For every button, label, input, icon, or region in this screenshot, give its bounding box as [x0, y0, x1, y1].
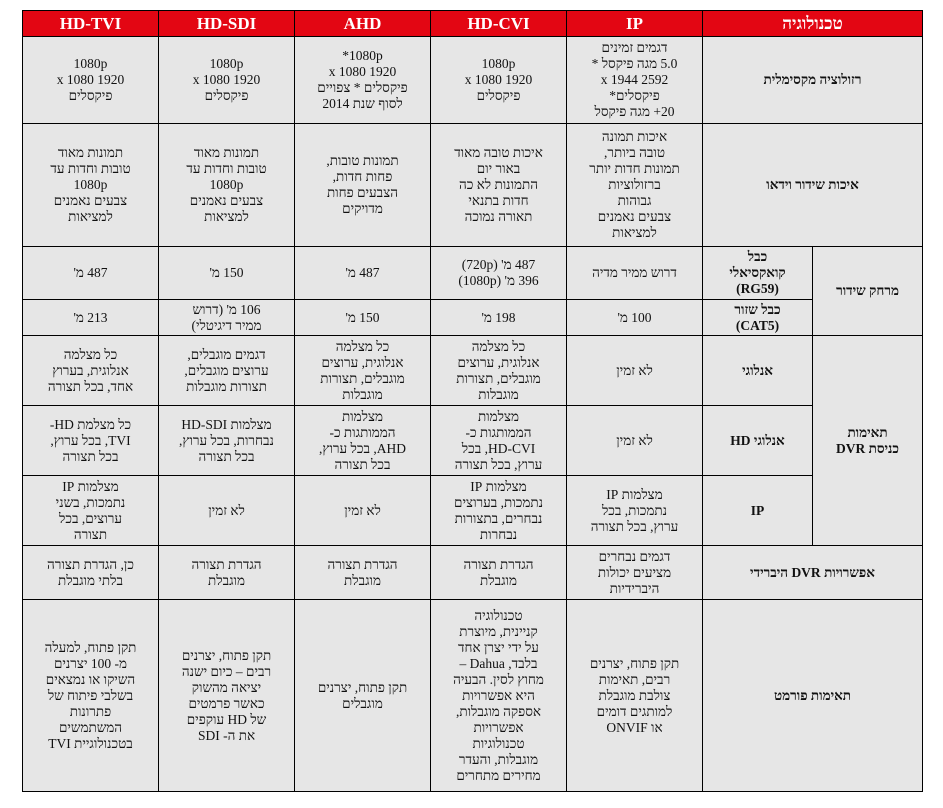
cell-coax-ip: דרוש ממיר מדיה: [567, 247, 703, 300]
cell-quality-hdtvi: תמונות מאוד טובות וחדות עד 1080p צבעים נאמנים למציאות: [23, 124, 159, 247]
cell-hybrid-ip: דגמים נבחרים מציעים יכולות היברידיות: [567, 546, 703, 600]
label-coax: כבל קואקסיאלי (RG59): [703, 247, 813, 300]
header-technology: טכנולוגיה: [703, 11, 923, 37]
label-format: תאימות פורמט: [703, 600, 923, 792]
cell-analog-hdcvi: כל מצלמה אנלוגית, ערוצים מוגבלים, תצורות מוגבלות: [431, 336, 567, 406]
cell-hdanalog-hdcvi: מצלמות הממותגות כ- HD-CVI, בכל ערוץ, בכל תצורה: [431, 406, 567, 476]
cell-ipinput-ahd: לא זמין: [295, 476, 431, 546]
cell-format-hdtvi: תקן פתוח, למעלה מ- 100 יצרנים השיקו או נמצאים בשלבי פיתוח של פתרונות המשתמשים בטכנולוגיית TVI: [23, 600, 159, 792]
cell-hybrid-hdsdi: הגדרת תצורה מוגבלת: [159, 546, 295, 600]
cell-cat5-ahd: 150 מ': [295, 300, 431, 336]
row-hybrid: [23, 546, 923, 600]
cell-quality-ip: איכות תמונה טובה ביותר, תמונות חדות יותר ברזולוציות גבוהות צבעים נאמנים למציאות: [567, 124, 703, 247]
cell-ipinput-ip: מצלמות IP נתמכות, בכל ערוץ, בכל תצורה: [567, 476, 703, 546]
header-row: [23, 11, 923, 37]
comparison-table-wrapper: [22, 10, 923, 792]
cell-analog-hdsdi: דגמים מוגבלים, ערוצים מוגבלים, תצורות מוגבלות: [159, 336, 295, 406]
cell-analog-hdtvi: כל מצלמה אנלוגית, בערוץ אחד, בכל תצורה: [23, 336, 159, 406]
cell-hybrid-hdcvi: הגדרת תצורה מוגבלת: [431, 546, 567, 600]
label-video-quality: איכות שידור וידאו: [703, 124, 923, 247]
row-format: [23, 600, 923, 792]
cell-coax-hdsdi: 150 מ': [159, 247, 295, 300]
label-hybrid: אפשרויות DVR היברידי: [703, 546, 923, 600]
cell-cat5-hdcvi: 198 מ': [431, 300, 567, 336]
cell-ipinput-hdcvi: מצלמות IP נתמכות, בערוצים נבחרים, בתצורות נבחרות: [431, 476, 567, 546]
label-cat5: כבל שזור (CAT5): [703, 300, 813, 336]
row-video-quality: [23, 124, 923, 247]
cell-analog-ahd: כל מצלמה אנלוגית, ערוצים מוגבלים, תצורות מוגבלות: [295, 336, 431, 406]
cell-hdanalog-ahd: מצלמות הממותגות כ- AHD, בכל ערוץ, בכל תצורה: [295, 406, 431, 476]
cell-cat5-ip: 100 מ': [567, 300, 703, 336]
row-resolution: [23, 37, 923, 124]
cell-hdanalog-hdtvi: כל מצלמת HD- TVI, בכל ערוץ, בכל תצורה: [23, 406, 159, 476]
row-distance-coax: [23, 247, 923, 300]
cell-quality-ahd: תמונות טובות, פחות חדות, הצבעים פחות מדויקים: [295, 124, 431, 247]
header-ip: IP: [567, 11, 703, 37]
header-hdsdi: HD-SDI: [159, 11, 295, 37]
cell-cat5-hdsdi: 106 מ' (דרוש ממיר דיגיטלי): [159, 300, 295, 336]
header-hdtvi: HD-TVI: [23, 11, 159, 37]
cell-ipinput-hdtvi: מצלמות IP נתמכות, בשני ערוצים, בכל תצורה: [23, 476, 159, 546]
cell-coax-hdcvi: 487 מ' (720p) 396 מ' (1080p): [431, 247, 567, 300]
cell-format-ahd: תקן פתוח, יצרנים מוגבלים: [295, 600, 431, 792]
cell-hybrid-ahd: הגדרת תצורה מוגבלת: [295, 546, 431, 600]
row-dvr-ip: [23, 476, 923, 546]
cell-coax-hdtvi: 487 מ': [23, 247, 159, 300]
cell-resolution-ip: דגמים זמינים 5.0 מגה פיקסל * 2592 x 1944 פיקסלים* 20+ מגה פיקסל: [567, 37, 703, 124]
row-dvr-analog: [23, 336, 923, 406]
label-dvr-group: תאימות כניסת DVR: [813, 336, 923, 546]
cell-hdanalog-ip: לא זמין: [567, 406, 703, 476]
cell-ipinput-hdsdi: לא זמין: [159, 476, 295, 546]
cell-resolution-ahd: 1080p* 1920 x 1080 פיקסלים * צפויים לסוף שנת 2014: [295, 37, 431, 124]
label-resolution: רזולוציה מקסימלית: [703, 37, 923, 124]
label-hd-analog: אנלוגי HD: [703, 406, 813, 476]
cell-format-ip: תקן פתוח, יצרנים רבים, תאימות צולבת מוגבלת למותגים דומים או ONVIF: [567, 600, 703, 792]
label-analog: אנלוגי: [703, 336, 813, 406]
label-ip-input: IP: [703, 476, 813, 546]
cell-quality-hdcvi: איכות טובה מאוד באור יום התמונות לא כה חדות בתנאי תאורה נמוכה: [431, 124, 567, 247]
cell-format-hdsdi: תקן פתוח, יצרנים רבים – כיום ישנה יציאה מהשוק כאשר פרמטים של HD עוקפים את ה- SDI: [159, 600, 295, 792]
cell-resolution-hdcvi: 1080p 1920 x 1080 פיקסלים: [431, 37, 567, 124]
cell-analog-ip: לא זמין: [567, 336, 703, 406]
header-hdcvi: HD-CVI: [431, 11, 567, 37]
cell-resolution-hdsdi: 1080p 1920 x 1080 פיקסלים: [159, 37, 295, 124]
row-dvr-hd-analog: [23, 406, 923, 476]
label-distance-group: מרחק שידור: [813, 247, 923, 336]
row-distance-cat5: [23, 300, 923, 336]
cell-coax-ahd: 487 מ': [295, 247, 431, 300]
cell-resolution-hdtvi: 1080p 1920 x 1080 פיקסלים: [23, 37, 159, 124]
cell-hdanalog-hdsdi: מצלמות HD-SDI נבחרות, בכל ערוץ, בכל תצורה: [159, 406, 295, 476]
cell-cat5-hdtvi: 213 מ': [23, 300, 159, 336]
cell-format-hdcvi: טכנולוגיה קניינית, מיוצרת על ידי יצרן אחד בלבד, Dahua – מחוץ לסין. הבעיה היא אפשרויות אספקה מוגבלות, אפשרויות טכנולוגיות מוגבלות, והעדר מחירים מתחרים: [431, 600, 567, 792]
header-ahd: AHD: [295, 11, 431, 37]
technology-comparison-table: [22, 10, 923, 792]
cell-quality-hdsdi: תמונות מאוד טובות וחדות עד 1080p צבעים נאמנים למציאות: [159, 124, 295, 247]
cell-hybrid-hdtvi: כן, הגדרת תצורה בלתי מוגבלת: [23, 546, 159, 600]
